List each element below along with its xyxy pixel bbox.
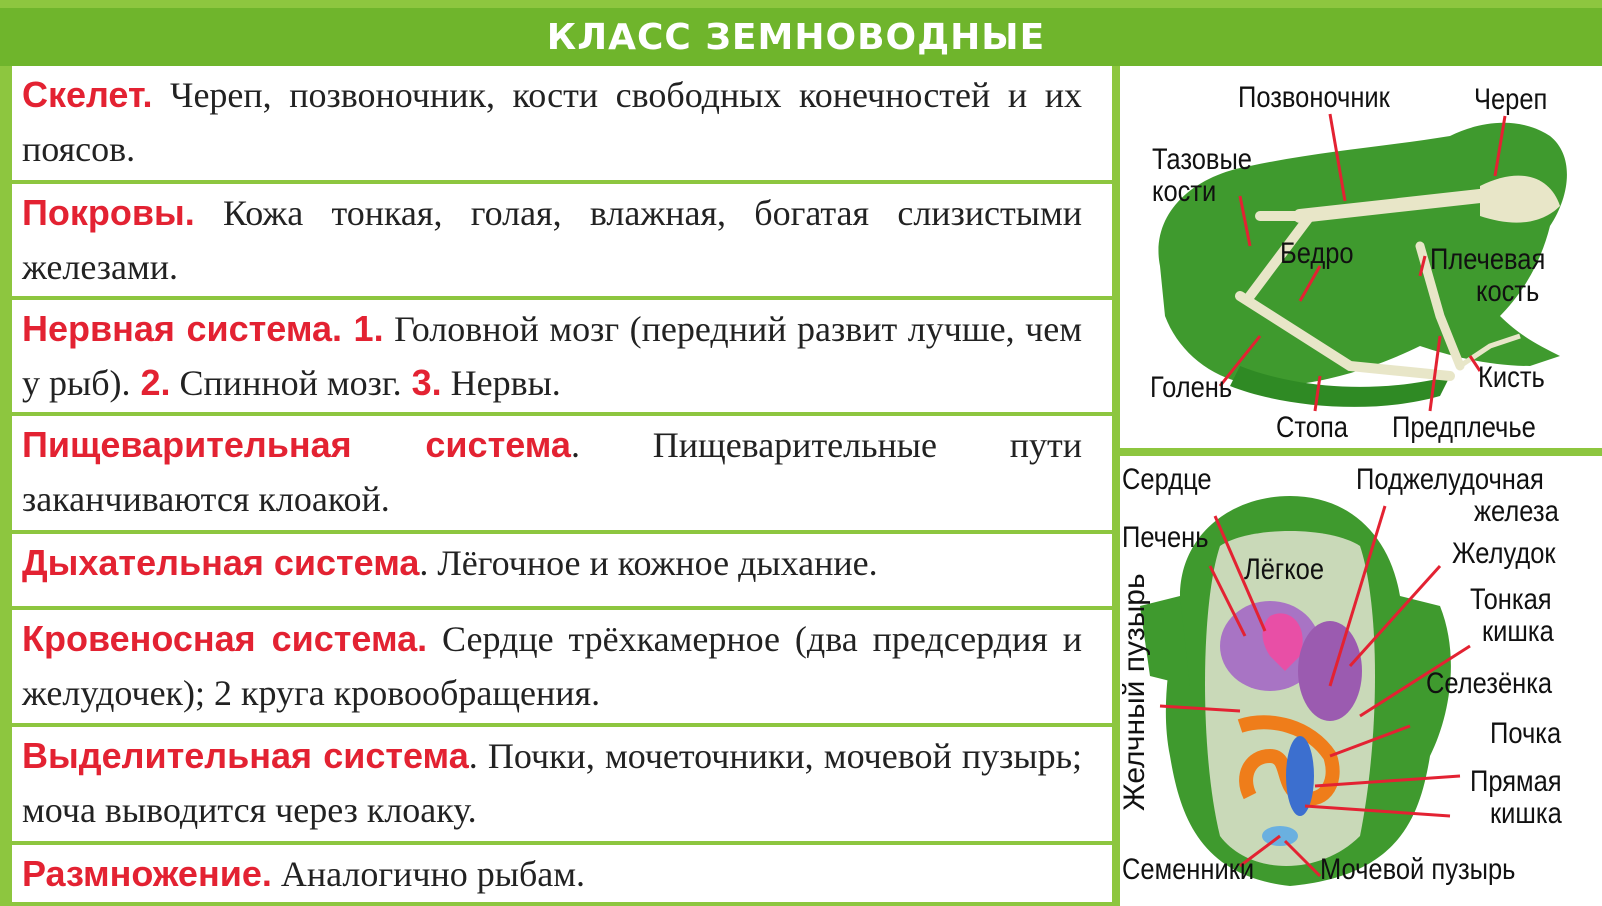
description: Кожа тонкая, голая, влажная, богатая слизистыми железами. <box>22 193 1082 287</box>
item-number: 2. <box>130 362 171 403</box>
term: Размножение. <box>22 853 272 894</box>
description: Сердце трёхкамерное (два предсердия и желудочек); 2 круга кровообращения. <box>22 619 1082 713</box>
label-heart: Сердце <box>1122 463 1212 496</box>
label-spleen: Селезёнка <box>1426 667 1553 700</box>
label-pancreas-1: Поджелудочная <box>1356 463 1544 496</box>
facts-panel <box>12 66 1112 906</box>
row-circulatory-system <box>12 610 1112 727</box>
label-humerus-1: Плечевая <box>1430 243 1546 276</box>
row-integument <box>12 184 1112 300</box>
description: Головной мозг (передний развит лучше, чем у рыб). <box>22 309 1082 403</box>
row-nervous-system <box>12 300 1112 416</box>
label-pelvic-2: кости <box>1152 175 1217 208</box>
label-humerus-2: кость <box>1476 275 1540 308</box>
description: Череп, позвоночник, кости свободных конечностей и их поясов. <box>22 75 1082 169</box>
label-skull: Череп <box>1474 83 1548 116</box>
label-femur: Бедро <box>1280 237 1354 270</box>
label-pelvic-1: Тазовые <box>1152 143 1252 176</box>
page-title: КЛАСС ЗЕМНОВОДНЫЕ <box>546 16 1046 58</box>
kidney-organ <box>1286 736 1314 816</box>
label-bladder: Мочевой пузырь <box>1320 853 1516 886</box>
label-small-intestine-2: кишка <box>1482 615 1554 648</box>
label-liver: Печень <box>1122 521 1209 554</box>
description: Спинной мозг. <box>170 363 402 403</box>
label-spine: Позвоночник <box>1238 81 1390 114</box>
label-kidney: Почка <box>1490 717 1562 750</box>
term: Нервная система. <box>22 308 342 349</box>
description: . Лёгочное и кожное дыхание. <box>419 543 878 583</box>
illustrations-panel <box>1120 66 1602 906</box>
item-number: 1. <box>342 308 384 349</box>
stomach-organ <box>1298 621 1362 721</box>
label-testes: Семенники <box>1122 853 1255 886</box>
title-bar <box>0 8 1602 66</box>
label-rectum-1: Прямая <box>1470 765 1562 798</box>
label-hand: Кисть <box>1478 361 1545 394</box>
term: Покровы. <box>22 192 195 233</box>
frog-skeleton-figure <box>1120 66 1602 448</box>
label-gallbladder: Желчный пузырь <box>1118 573 1151 811</box>
description: Нервы. <box>441 363 561 403</box>
term: Скелет. <box>22 74 153 115</box>
label-pancreas-2: железа <box>1474 495 1559 528</box>
description: . Почки, мочеточники, мочевой пузырь; моча выводится через клоаку. <box>22 736 1082 830</box>
label-shin: Голень <box>1150 371 1233 404</box>
frog-organs-figure <box>1120 456 1602 906</box>
term: Выделительная система <box>22 735 469 776</box>
row-excretory-system <box>12 727 1112 845</box>
term: Дыхательная система <box>22 542 420 583</box>
row-digestive-system <box>12 416 1112 534</box>
label-rectum-2: кишка <box>1490 797 1562 830</box>
description: . Пищеварительные пути заканчиваются клоакой. <box>22 425 1082 519</box>
term: Кровеносная система. <box>22 618 428 659</box>
label-stomach: Желудок <box>1452 537 1556 570</box>
description: Аналогично рыбам. <box>271 854 586 894</box>
row-respiratory-system <box>12 534 1112 610</box>
term: Пищеварительная система <box>22 424 571 465</box>
label-foot: Стопа <box>1276 411 1348 444</box>
label-forearm: Предплечье <box>1392 411 1536 444</box>
row-skeleton <box>12 66 1112 184</box>
label-lung: Лёгкое <box>1244 553 1325 586</box>
item-number: 3. <box>401 362 442 403</box>
row-reproduction <box>12 845 1112 906</box>
label-small-intestine-1: Тонкая <box>1470 583 1552 616</box>
